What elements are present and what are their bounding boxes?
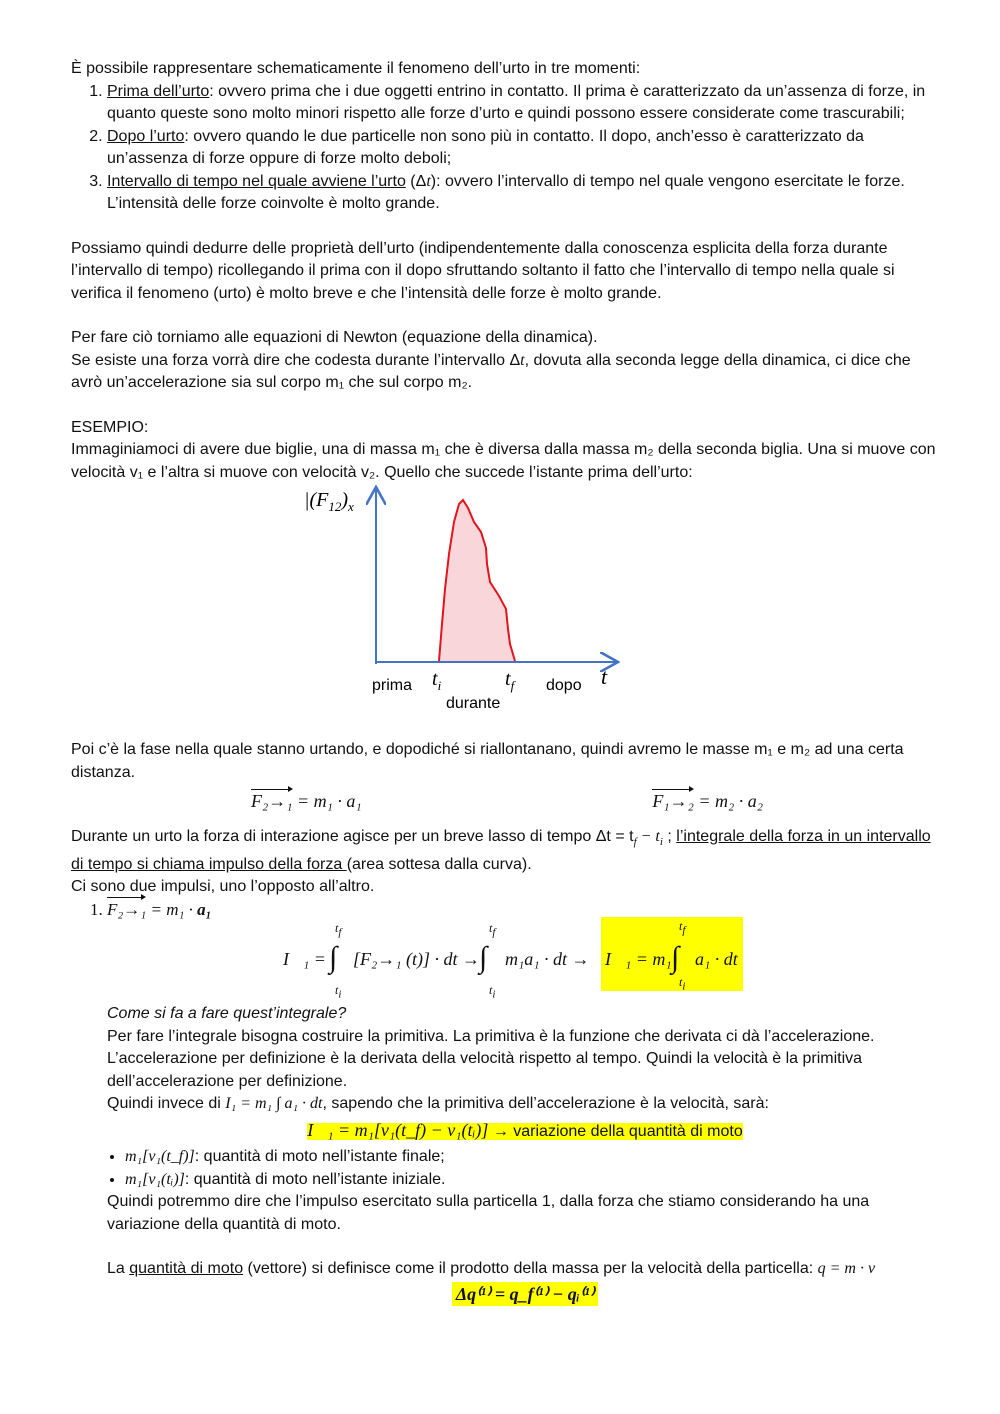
equation-right	[652, 791, 763, 812]
question-text: Come si fa a fare quest’integrale?	[107, 1005, 347, 1023]
paragraph	[71, 826, 943, 876]
integral-equation	[71, 921, 943, 1003]
paragraph: Poi c’è la fase nella quale stanno urtando, e dopodiché si riallontanano, quindi avremo le masse m₁ e m₂ ad una certa distanza.	[71, 741, 904, 781]
integral-lhs: I⃗₁ = m₁	[605, 949, 672, 970]
paragraph: Quindi potremmo dire che l’impulso esercitato sulla particella 1, dalla forza che stiamo considerando ha una variazione della quantità di moto.	[107, 1193, 870, 1233]
highlighted-equation-row	[107, 1119, 943, 1144]
integral-part: [F₂→₁ (t)] · dt →	[353, 949, 481, 970]
list-item	[107, 126, 943, 171]
paragraph	[71, 350, 943, 395]
final-equation: Δq⁽¹⁾ = q_f⁽¹⁾ − qᵢ⁽¹⁾	[452, 1282, 598, 1306]
impulse-chart	[71, 484, 943, 739]
explanation-block	[71, 1003, 943, 1143]
region-label-dopo: dopo	[546, 677, 582, 694]
inline-equation: I₁ = m₁ ∫	[225, 1095, 281, 1113]
vector-a: a₁	[197, 899, 212, 919]
list-item	[125, 1169, 943, 1192]
text: Durante un urto la forza di interazione agisce per un breve lasso di tempo Δt = t	[71, 828, 634, 845]
text: Se esiste una forza vorrà dire che codesta durante l’intervallo Δ	[71, 351, 521, 369]
integral-sign: ∫	[671, 941, 680, 975]
upper-limit: $t_f$	[335, 921, 342, 939]
paragraph	[107, 1093, 943, 1116]
list-item	[107, 171, 943, 216]
moment-text: : ovvero prima che i due oggetti entrino in contatto. Il prima è caratterizzato da un’assenza di forze, in quanto queste sono molto minori rispetto alle forze d’urto e quindi possono essere considerate come trascurabili;	[107, 82, 926, 122]
intro-text: È possibile rappresentare schematicamente il fenomeno dell’urto in tre momenti:	[71, 60, 641, 77]
text: Quindi invece di	[107, 1095, 226, 1113]
subscript: f	[633, 836, 637, 849]
inline-equation: a₁ · dt	[280, 1095, 323, 1113]
vector: F₂→₁	[107, 899, 146, 922]
paragraph: Per fare l’integrale bisogna costruire la primitiva. La primitiva è la funzione che derivata ci dà l’accelerazione. L’accelerazione per definizione è la derivata della velocità rispetto al tempo. Quindi la velocità è la primitiva dell’accelerazione per definizione.	[107, 1027, 875, 1090]
equation-rhs: = m₂ · a₂	[693, 790, 763, 811]
moment-text: (Δ	[405, 172, 427, 190]
integral-lhs: I⃗₁ =	[283, 949, 326, 970]
integral-part: m₁a₁ · dt →	[505, 949, 590, 970]
impulse-list	[71, 899, 943, 922]
upper-limit: $t_f$	[489, 921, 496, 939]
integral-sign: ∫	[479, 941, 488, 975]
list-item	[125, 1146, 943, 1169]
equation-rhs: = m₁ · a₁	[292, 790, 362, 811]
text: (vettore) si definisce come il prodotto della massa per la velocità della particella:	[243, 1260, 818, 1278]
paragraph: Per fare ciò torniamo alle equazioni di Newton (equazione della dinamica).	[71, 329, 598, 346]
symbol: t	[520, 351, 525, 369]
vector: F₁→₂	[652, 790, 694, 811]
inline-equation: q = m · v	[817, 1260, 876, 1278]
moment-heading: Intervallo di tempo nel quale avviene l’urto	[107, 172, 406, 190]
highlighted-result	[601, 917, 743, 991]
impulse-area	[439, 500, 515, 661]
x-axis-label: t	[601, 664, 608, 689]
subscript: i	[659, 836, 663, 849]
tick-label-tf: $t_f$	[505, 668, 515, 693]
document-page	[71, 58, 943, 1307]
region-label-prima: prima	[372, 677, 413, 694]
lower-limit: $t_i$	[335, 983, 342, 1001]
equation-text: → variazione della quantità di moto	[488, 1122, 743, 1140]
moment-text: : ovvero quando le due particelle non sono più in contatto. Il dopo, anch’esso è caratterizzato da un’assenza di forze oppure di forze molto deboli;	[107, 127, 864, 167]
moment-heading: Dopo l’urto	[107, 127, 185, 145]
text: , dovuta alla seconda legge della dinamica, ci dice che avrò un’accelerazione sia sul corpo m₁ che sul corpo m₂.	[71, 351, 911, 391]
lower-limit: $t_i$	[679, 975, 686, 993]
integral-sign: ∫	[329, 941, 338, 975]
text: : quantità di moto nell’istante iniziale.	[184, 1170, 446, 1188]
momentum-bullets	[71, 1146, 943, 1191]
equation-left	[251, 791, 362, 812]
lower-limit: $t_i$	[489, 983, 496, 1001]
text: La	[107, 1260, 130, 1278]
integral-rhs: a₁ · dt	[695, 949, 738, 970]
example-heading: ESEMPIO:	[71, 418, 149, 436]
conclusion-block	[71, 1191, 943, 1307]
final-equation-row	[107, 1283, 943, 1308]
upper-limit: $t_f$	[679, 919, 686, 937]
moment-heading: Prima dell’urto	[107, 82, 210, 100]
paragraph: Ci sono due impulsi, uno l’opposto all’altro.	[71, 878, 375, 896]
list-item	[107, 81, 943, 126]
inline-equation: m₁[v₁(tᵢ)]	[125, 1170, 185, 1188]
y-axis-label: $|(F_{12})_x$	[304, 489, 354, 514]
vector: F₂→₁	[251, 790, 293, 811]
text: ;	[662, 828, 677, 845]
underlined-term: quantità di moto	[129, 1260, 244, 1278]
list-item	[107, 899, 943, 922]
highlighted-equation	[307, 1119, 743, 1140]
text: (area sottesa dalla curva).	[346, 855, 532, 873]
inline-equation: m₁[v₁(t_f)]	[125, 1148, 195, 1166]
integral-row	[283, 921, 743, 1003]
text: : quantità di moto nell’istante finale;	[194, 1148, 445, 1166]
region-label-durante: durante	[446, 695, 501, 712]
equation-rhs: = m₁ ·	[146, 899, 198, 919]
moment-text: ): ovvero l’intervallo di tempo nel quale vengono esercitate le forze. L’intensità delle forze coinvolte è molto grande.	[107, 172, 905, 212]
newton-equations	[71, 784, 943, 818]
text: , sapendo che la primitiva dell’accelerazione è la velocità, sarà:	[322, 1095, 769, 1113]
moments-list	[71, 81, 943, 216]
text: − t	[636, 828, 660, 845]
moment-symbol: t	[426, 172, 431, 190]
paragraph: Possiamo quindi dedurre delle proprietà dell’urto (indipendentemente dalla conoscenza esplicita della forza durante l’intervallo di tempo) ricollegando il prima con il dopo sfruttando soltanto il fatto che l’intervallo di tempo nella quale si verifica il fenomeno (urto) è molto breve e che l’intensità delle forze è molto grande.	[71, 239, 895, 302]
tick-label-ti: $t_i$	[432, 668, 442, 693]
equation: I⃗₁ = m₁[v₁(t_f) − v₁(tᵢ)]	[307, 1119, 489, 1140]
underlined-definition: l’integrale della forza in un intervallo di tempo si chiama impulso della forza	[71, 828, 931, 873]
paragraph: Immaginiamoci di avere due biglie, una di massa m₁ che è diversa dalla massa m₂ della seconda biglia. Una si muove con velocità v₁ e l’altra si muove con velocità v₂. Quello che succede l’istante prima dell’urto:	[71, 441, 936, 481]
paragraph	[107, 1258, 943, 1281]
